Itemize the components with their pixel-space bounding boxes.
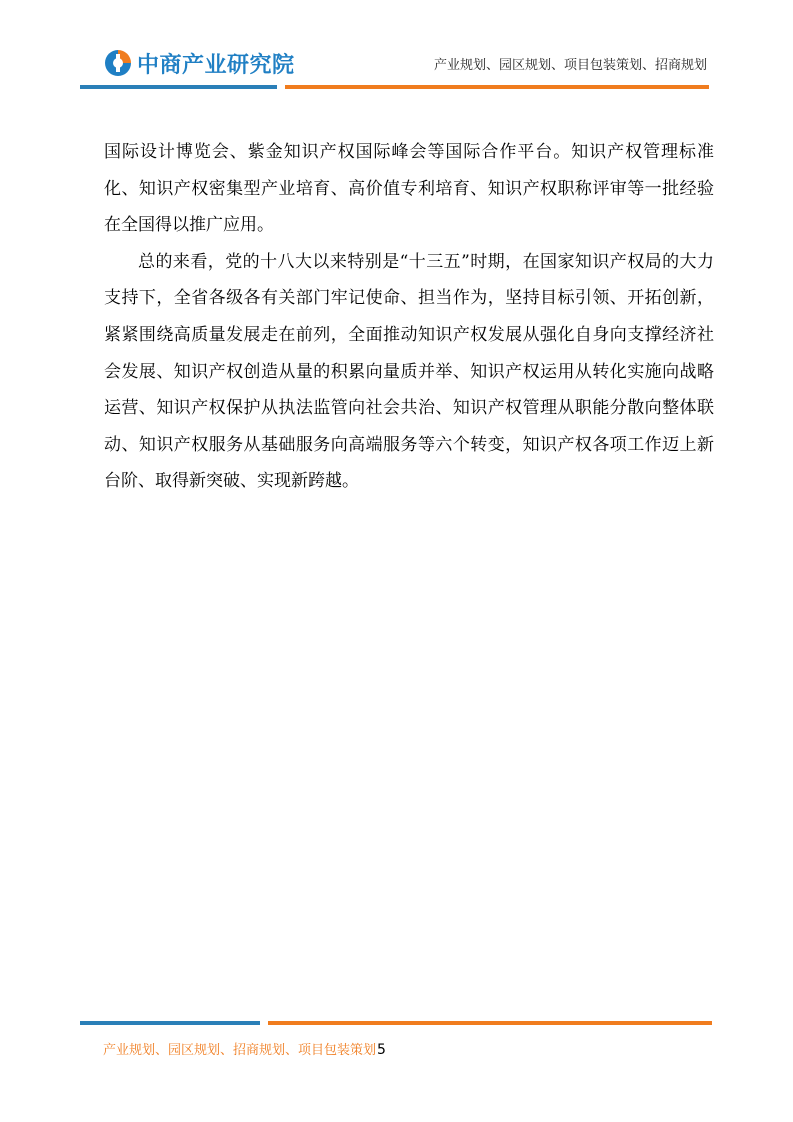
footer	[103, 1039, 386, 1058]
footer-rule-orange	[268, 1021, 712, 1025]
logo-icon	[103, 48, 133, 78]
header-logo	[103, 48, 295, 78]
header-rule-orange	[285, 85, 709, 89]
document-body	[104, 134, 714, 500]
footer-tagline: 产业规划、园区规划、招商规划、项目包装策划	[103, 1043, 377, 1058]
header-tagline: 产业规划、园区规划、项目包装策划、招商规划	[433, 58, 707, 73]
header-rule-blue	[80, 85, 277, 89]
page-number: 5	[377, 1042, 386, 1058]
body-paragraph-1: 国际设计博览会、紫金知识产权国际峰会等国际合作平台。知识产权管理标准化、知识产权密集型产业培育、高价值专利培育、知识产权职称评审等一批经验在全国得以推广应用。	[104, 142, 714, 236]
footer-rule-blue	[80, 1021, 260, 1025]
logo-text: 中商产业研究院	[137, 52, 295, 78]
body-paragraph-2: 总的来看，党的十八大以来特别是“十三五”时期，在国家知识产权局的大力支持下，全省各级各有关部门牢记使命、担当作为，坚持目标引领、开拓创新，紧紧围绕高质量发展走在前列，全面推动知识产权发展从强化自身向支撑经济社会发展、知识产权创造从量的积累向量质并举、知识产权运用从转化实施向战略运营、知识产权保护从执法监管向社会共治、知识产权管理从职能分散向整体联动、知识产权服务从基础服务向高端服务等六个转变，知识产权各项工作迈上新台阶、取得新突破、实现新跨越。	[104, 251, 714, 492]
